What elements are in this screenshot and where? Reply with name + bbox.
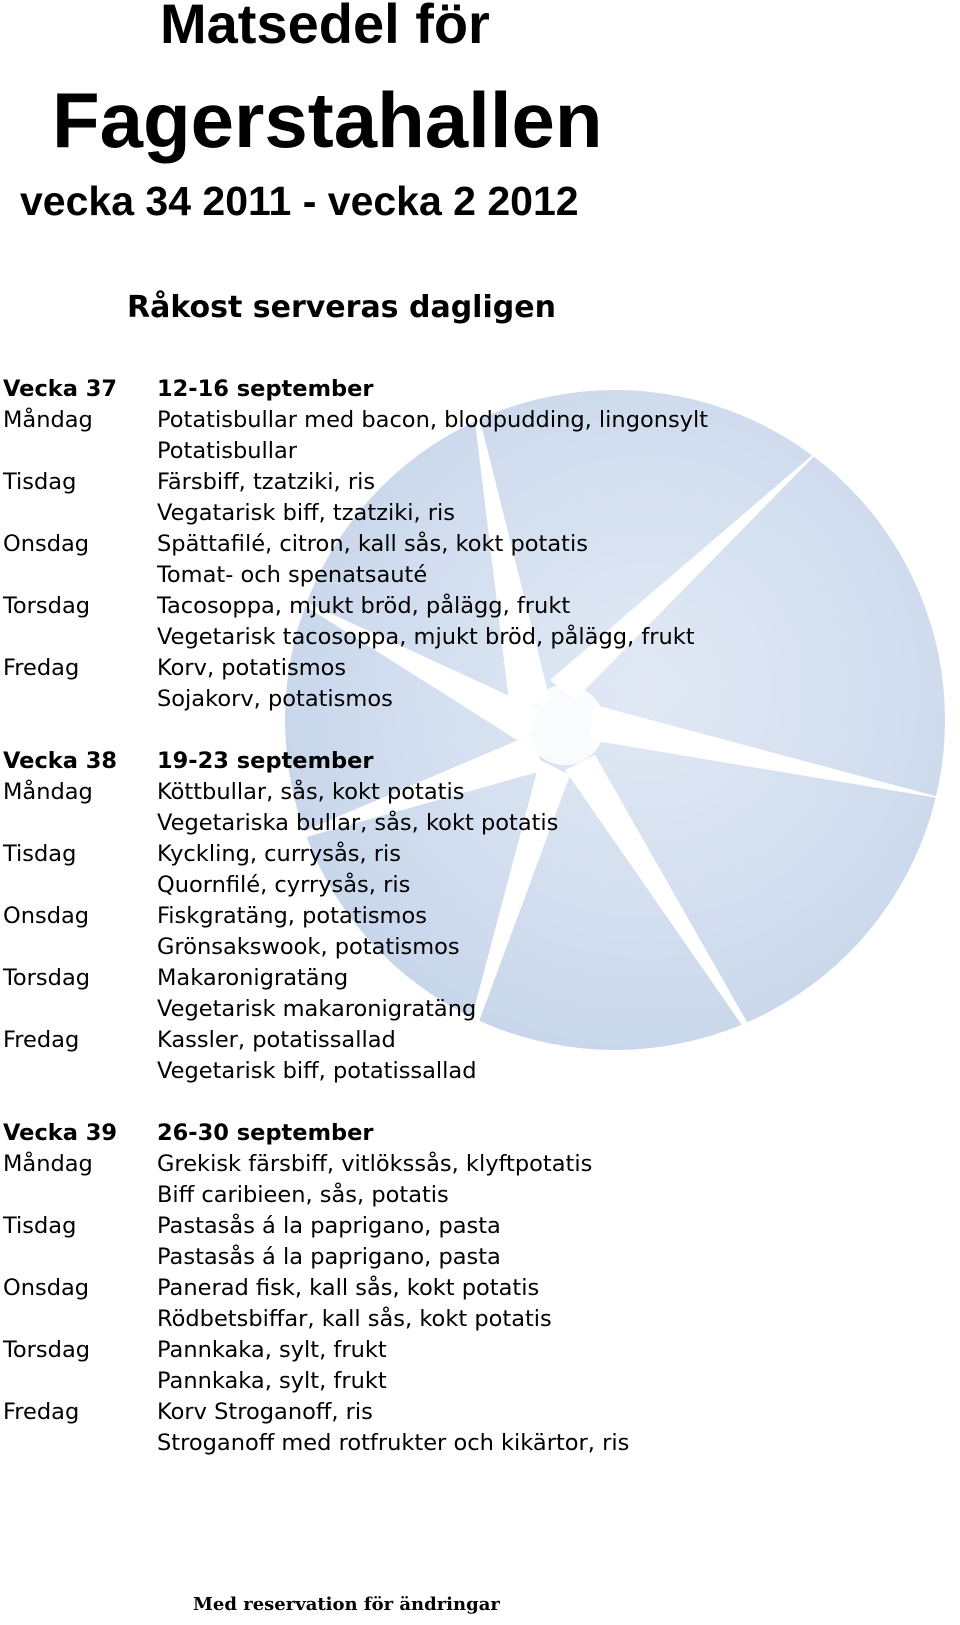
main-dish: Färsbiff, tzatziki, ris [157, 469, 376, 495]
day-name: Fredag [3, 655, 80, 681]
day-row [3, 405, 943, 436]
week-label: Vecka 38 [3, 748, 118, 774]
day-row [3, 1025, 943, 1056]
main-dish: Potatisbullar med bacon, blodpudding, lingonsylt [157, 407, 709, 433]
week-header [3, 374, 943, 405]
main-dish: Spättafilé, citron, kall sås, kokt potatis [157, 531, 588, 557]
veg-row [3, 1242, 943, 1273]
main-dish: Kassler, potatissallad [157, 1027, 396, 1053]
day-row [3, 529, 943, 560]
vegetarian-dish: Grönsakswook, potatismos [157, 934, 460, 960]
day-name: Fredag [3, 1027, 80, 1053]
day-name: Onsdag [3, 1275, 90, 1301]
veg-row [3, 1428, 943, 1459]
day-name: Fredag [3, 1399, 80, 1425]
day-name: Onsdag [3, 903, 90, 929]
veg-row [3, 436, 943, 467]
title-line-1: Matsedel för [160, 0, 490, 55]
veg-row [3, 1180, 943, 1211]
vegetarian-dish: Tomat- och spenatsauté [157, 562, 428, 588]
vegetarian-dish: Quornfilé, cyrrysås, ris [157, 872, 411, 898]
vegetarian-dish: Vegetariska bullar, sås, kokt potatis [157, 810, 559, 836]
main-dish: Fiskgratäng, potatismos [157, 903, 427, 929]
veg-row [3, 808, 943, 839]
day-row [3, 963, 943, 994]
main-dish: Grekisk färsbiff, vitlökssås, klyftpotatis [157, 1151, 593, 1177]
vegetarian-dish: Vegetarisk biff, potatissallad [157, 1058, 477, 1084]
main-dish: Pastasås á la paprigano, pasta [157, 1213, 501, 1239]
day-name: Torsdag [3, 1337, 91, 1363]
veg-row [3, 994, 943, 1025]
footer-disclaimer: Med reservation för ändringar [193, 1594, 500, 1615]
week-dates: 26-30 september [157, 1120, 374, 1146]
day-name: Onsdag [3, 531, 90, 557]
veg-row [3, 684, 943, 715]
main-dish: Korv Stroganoff, ris [157, 1399, 373, 1425]
main-dish: Korv, potatismos [157, 655, 347, 681]
main-dish: Tacosoppa, mjukt bröd, pålägg, frukt [157, 593, 571, 619]
day-name: Tisdag [3, 1213, 77, 1239]
veg-row [3, 560, 943, 591]
vegetarian-dish: Vegetarisk makaronigratäng [157, 996, 477, 1022]
week-block [3, 746, 943, 1087]
vegetarian-dish: Pastasås á la paprigano, pasta [157, 1244, 501, 1270]
day-row [3, 1397, 943, 1428]
main-dish: Köttbullar, sås, kokt potatis [157, 779, 465, 805]
day-name: Tisdag [3, 841, 77, 867]
week-label: Vecka 39 [3, 1120, 118, 1146]
veg-row [3, 932, 943, 963]
main-dish: Panerad fisk, kall sås, kokt potatis [157, 1275, 540, 1301]
day-row [3, 467, 943, 498]
raw-vegetables-note: Råkost serveras dagligen [127, 290, 556, 325]
menu-weeks [3, 374, 943, 1490]
day-name: Torsdag [3, 965, 91, 991]
day-row [3, 901, 943, 932]
day-name: Tisdag [3, 469, 77, 495]
veg-row [3, 498, 943, 529]
week-block [3, 374, 943, 715]
main-dish: Kyckling, currysås, ris [157, 841, 401, 867]
main-dish: Pannkaka, sylt, frukt [157, 1337, 387, 1363]
main-dish: Makaronigratäng [157, 965, 349, 991]
title-period: vecka 34 2011 - vecka 2 2012 [20, 178, 579, 224]
day-name: Måndag [3, 779, 93, 805]
veg-row [3, 1056, 943, 1087]
vegetarian-dish: Potatisbullar [157, 438, 298, 464]
vegetarian-dish: Pannkaka, sylt, frukt [157, 1368, 387, 1394]
day-row [3, 839, 943, 870]
week-dates: 19-23 september [157, 748, 374, 774]
veg-row [3, 1366, 943, 1397]
title-venue: Fagerstahallen [52, 76, 603, 164]
vegetarian-dish: Sojakorv, potatismos [157, 686, 393, 712]
veg-row [3, 870, 943, 901]
week-dates: 12-16 september [157, 376, 374, 402]
vegetarian-dish: Biff caribieen, sås, potatis [157, 1182, 449, 1208]
day-row [3, 1149, 943, 1180]
week-header [3, 746, 943, 777]
vegetarian-dish: Stroganoff med rotfrukter och kikärtor, ris [157, 1430, 630, 1456]
week-block [3, 1118, 943, 1459]
vegetarian-dish: Rödbetsbiffar, kall sås, kokt potatis [157, 1306, 552, 1332]
day-row [3, 1335, 943, 1366]
day-row [3, 653, 943, 684]
day-name: Torsdag [3, 593, 91, 619]
day-row [3, 1211, 943, 1242]
day-name: Måndag [3, 1151, 93, 1177]
day-row [3, 591, 943, 622]
day-name: Måndag [3, 407, 93, 433]
vegetarian-dish: Vegatarisk biff, tzatziki, ris [157, 500, 456, 526]
week-header [3, 1118, 943, 1149]
veg-row [3, 1304, 943, 1335]
day-row [3, 1273, 943, 1304]
day-row [3, 777, 943, 808]
week-label: Vecka 37 [3, 376, 118, 402]
vegetarian-dish: Vegetarisk tacosoppa, mjukt bröd, pålägg, frukt [157, 624, 695, 650]
veg-row [3, 622, 943, 653]
